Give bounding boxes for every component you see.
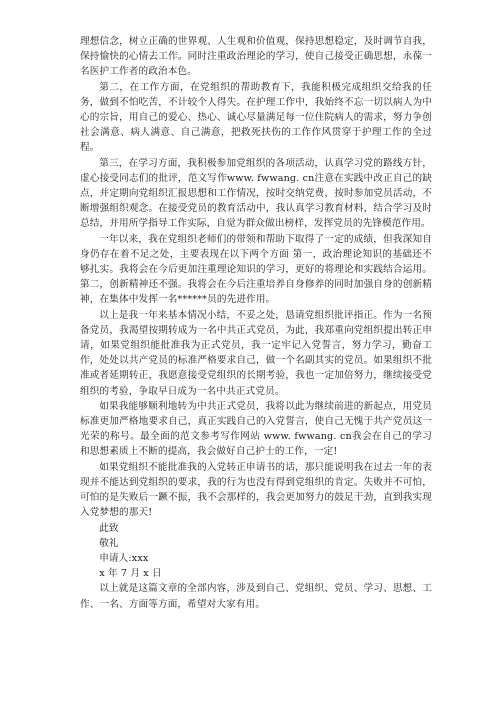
closing-salutation: 此致	[99, 522, 119, 534]
paragraph-application-request: 以上是我一年来基本情况小结，不妥之处，恳请党组织批评指正。作为一名预备党员，我渴望按期转成为一名中共正式党员，为此，我郑重向党组织提出转正申请，如果党组织能批准我为正式党员，我一定牢记入党誓言，努力学习，勤奋工作，处处以共产党员的标准严格要求自己，做一个名副其实的党员。如果组织不批准或者延期转正，我愿意接受党组织的长期考验，我也一定加倍努力，继续接受党组织的考验，争取早日成为一名中共正式党员。	[80, 309, 432, 397]
paragraph-if-rejected: 如果党组织不能批准我的入党转正申请书的话，那只能说明我在过去一年的表现并不能达到党组织的要求，我的行为也没有得到党组织的肯定。失败并不可怕，可怕的是失败后一蹶不振，我不会那样的，我会更加努力的鼓足干劲，直到我实现入党梦想的那天!	[80, 461, 432, 519]
paragraph-shortcomings: 一年以来，我在党组织老师们的带领和帮助下取得了一定的成绩，但我深知自身仍存在着不足之处，主要表现在以下两个方面 第一，政治理论知识的基础还不够扎实。我将会在今后更加注重理论知识的学习，更好的将理论和实践结合运用。第二，创新精神还不强。我将会在今后注重培养自身修养的同时加强自身的创新精神，在集体中发挥一名******员的先进作用。	[80, 233, 432, 306]
paragraph-work-performance: 第二，在工作方面，在党组织的帮助教育下，我能积极完成组织交给我的任务，做到不怕吃苦，不计较个人得失。在护理工作中，我始终不忘一切以病人为中心的宗旨，用自己的爱心、热心、诚心尽量满足每一位住院病人的需求，努力争创社会满意、病人满意、自己满意，把救死扶伤的工作作风贯穿于护理工作的全过程。	[80, 81, 432, 154]
applicant-name: 申请人:xxx	[99, 552, 149, 564]
paragraph-study-performance: 第三，在学习方面，我积极参加党组织的各项活动，认真学习党的路线方针，虚心接受同志们的批评，范文写作www. fwwang. cn注意在实践中改正自己的缺点，并定期向党组织汇报思想和工作情况，按时交纳党费，按时参加党员活动，不断增强组织观念。在接受党员的教育活动中，我认真学习教育材料，结合学习及时总结，并用所学指导工作实际，自觉为群众做出榜样，发挥党员的先锋模范作用。	[80, 157, 432, 230]
paragraph-commitment: 如果我能够顺利地转为中共正式党员，我将以此为继续前进的新起点，用党员标准更加严格地要求自己，真正实践自己的入党誓言，使自己无愧于共产党员这一光荣的称号。最全面的范文参考写作网站 www. fwwang. cn我会在自己的学习和思想素质上不断的提高，我会做好自己护士的工作，一定!	[80, 400, 432, 458]
paragraph-political-ideology: 理想信念，树立正确的世界观、人生观和价值观，保持思想稳定，及时调节自我，保持愉快的心情去工作。同时注重政治理论的学习，使自己接受正确思想，永葆一名医护工作者的政治本色。	[80, 36, 432, 78]
closing-regards: 敬礼	[99, 537, 119, 549]
paragraph-summary: 以上就是这篇文章的全部内容，涉及到自己、党组织、党员、学习、思想、工作、一名、方面等方面，希望对大家有用。	[80, 583, 432, 610]
application-date: x 年 7 月 x 日	[99, 568, 162, 580]
